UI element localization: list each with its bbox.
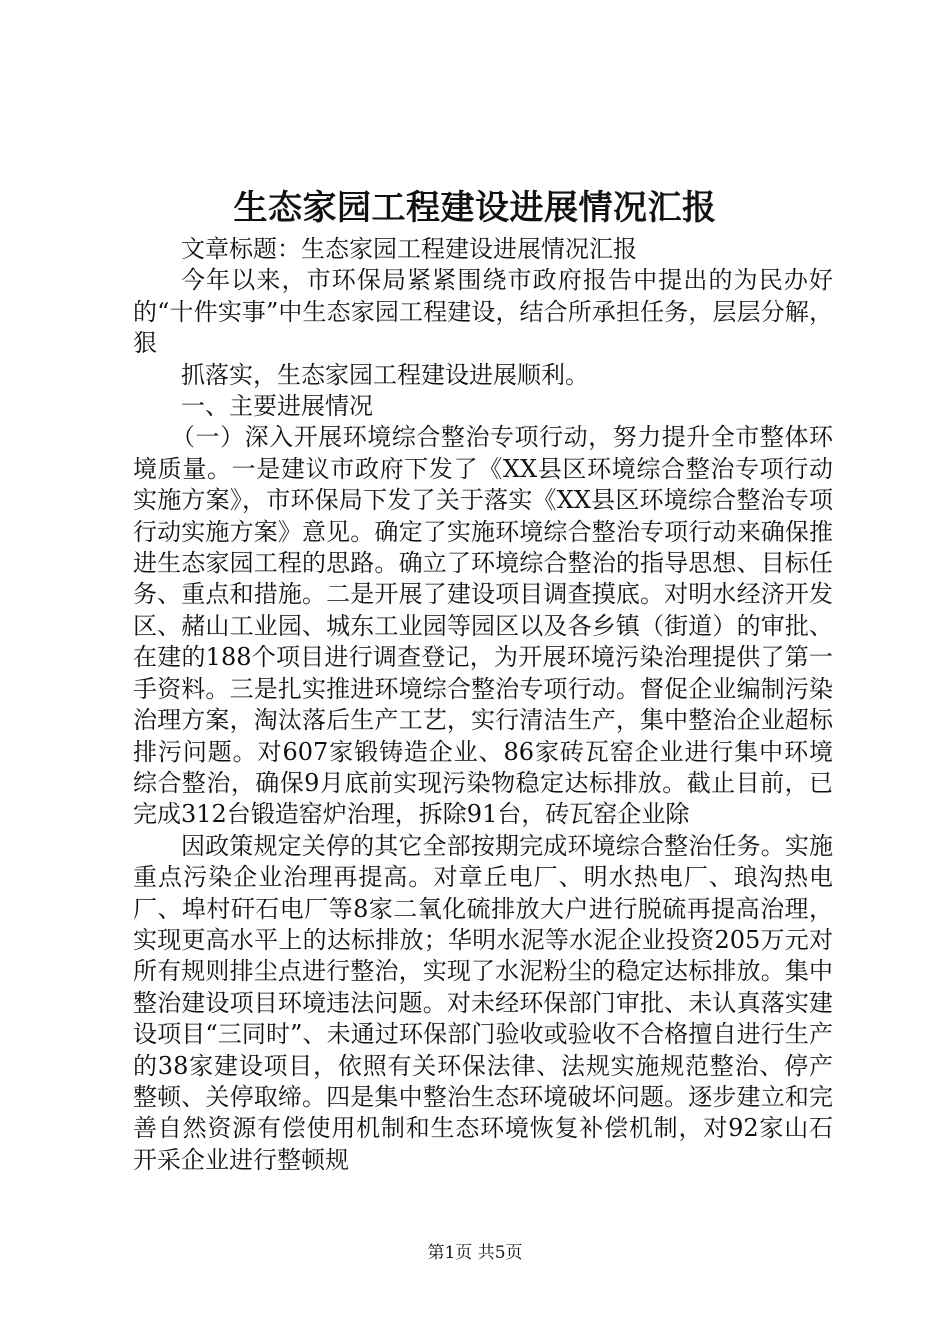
body-paragraph-1: （一）深入开展环境综合整治专项行动，努力提升全市整体环境质量。一是建议市政府下发了《XX县区环境综合整治专项行动实施方案》，市环保局下发了关于落实《XX县区环境综合整治专项行动实施方案》意见。确定了实施环境综合整治专项行动来确保推进生态家园工程的思路。确立了环境综合整治的指导思想、目标任务、重点和措施。二是开展了建设项目调查摸底。对明水经济开发区、赭山工业园、城东工业园等园区以及各乡镇（街道）的审批、在建的188个项目进行调查登记，为开展环境污染治理提供了第一手资料。三是扎实推进环境综合整治专项行动。督促企业编制污染治理方案，淘汰落后生产工艺，实行清洁生产，集中整治企业超标排污问题。对607家锻铸造企业、86家砖瓦窑企业进行集中环境综合整治，确保9月底前实现污染物稳定达标排放。截止目前，已完成312台锻造窑炉治理，拆除91台，砖瓦窑企业除 (133, 423, 833, 829)
intro-continuation: 抓落实，生态家园工程建设进展顺利。 (181, 360, 589, 389)
page-footer: 第1页 共5页 (427, 1243, 523, 1263)
intro-paragraph: 今年以来，市环保局紧紧围绕市政府报告中提出的为民办好的“十件实事”中生态家园工程建设，结合所承担任务，层层分解，狠 (133, 266, 833, 358)
article-title-line: 文章标题：生态家园工程建设进展情况汇报 (181, 235, 637, 263)
document-body (133, 234, 833, 1176)
section-heading: 一、主要进展情况 (181, 392, 373, 421)
document-title: 生态家园工程建设进展情况汇报 (233, 188, 717, 228)
body-paragraph-2: 因政策规定关停的其它全部按期完成环境综合整治任务。实施重点污染企业治理再提高。对章丘电厂、明水热电厂、琅沟热电厂、埠村矸石电厂等8家二氧化硫排放大户进行脱硫再提高治理，实现更高水平上的达标排放；华明水泥等水泥企业投资205万元对所有规则排尘点进行整治，实现了水泥粉尘的稳定达标排放。集中整治建设项目环境违法问题。对未经环保部门审批、未认真落实建设项目“三同时”、未通过环保部门验收或验收不合格擅自进行生产的38家建设项目，依照有关环保法律、法规实施规范整治、停产整顿、关停取缔。四是集中整治生态环境破坏问题。逐步建立和完善自然资源有偿使用机制和生态环境恢复补偿机制，对92家山石开采企业进行整顿规 (133, 831, 833, 1174)
